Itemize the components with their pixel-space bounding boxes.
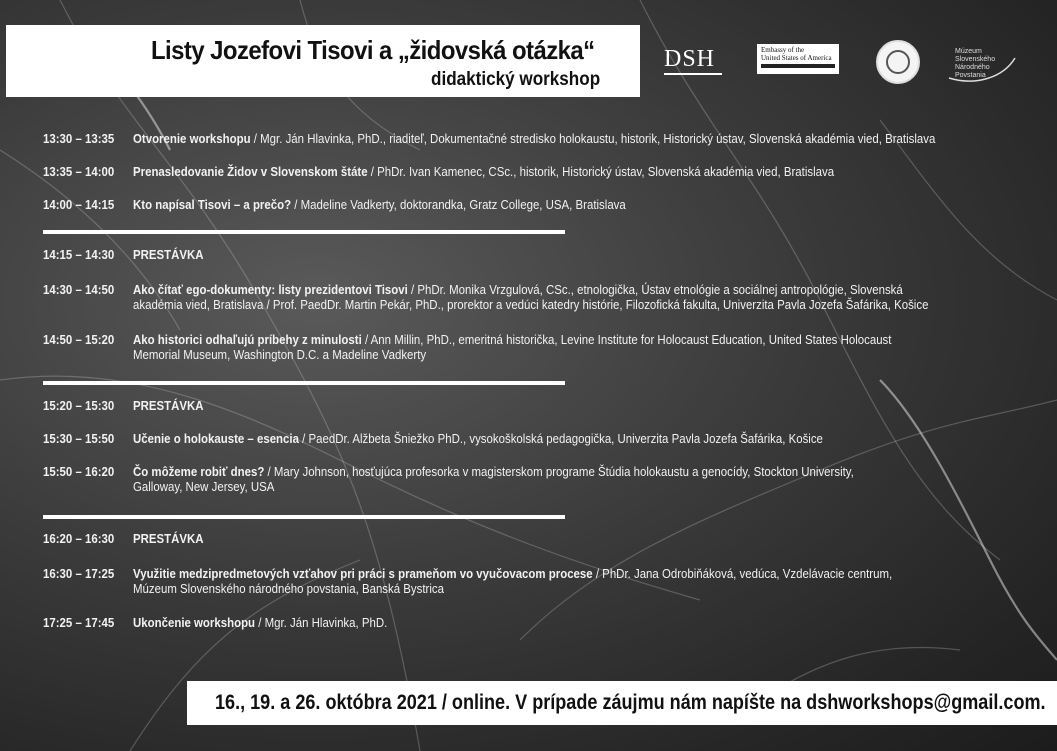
university-seal-logo	[876, 40, 920, 84]
poster-title: Listy Jozefovi Tisovi a „židovská otázka“	[151, 35, 595, 65]
schedule-desc	[133, 164, 1039, 179]
embassy-flag-bar	[761, 64, 835, 68]
embassy-line2: United States of America	[761, 54, 832, 62]
museum-snp-logo	[945, 42, 1017, 84]
schedule-desc	[133, 615, 1039, 630]
museum-logo-text	[955, 48, 1015, 80]
schedule-title: Otvorenie workshopu	[133, 131, 251, 146]
seal-inner-ring	[886, 50, 910, 74]
schedule-detail: / PhDr. Monika Vrzgulová, CSc., etnologička, Ústav etnológie a sociálnej antropológie, Slovenská	[407, 282, 903, 297]
schedule-title: PRESTÁVKA	[133, 398, 204, 413]
schedule-desc	[133, 566, 1039, 596]
schedule-detail: / PhDr. Jana Odrobiňáková, vedúca, Vzdelávacie centrum,	[592, 566, 893, 581]
schedule-detail-line2: Galloway, New Jersey, USA	[133, 479, 275, 494]
schedule-title: Ako historici odhaľujú príbehy z minulosti	[133, 332, 362, 347]
poster-subtitle: didaktický workshop	[431, 69, 601, 90]
schedule-detail-line2: akadémia vied, Bratislava / Prof. PaedDr. Martin Pekár, PhD., prorektor a vedúci katedry histórie, Filozofická fakulta, Univerzita Pavla Jozefa Šafárika, Košice	[133, 297, 929, 312]
schedule-detail-line2: Memorial Museum, Washington D.C. a Madeline Vadkerty	[133, 347, 427, 362]
schedule-detail: / Ann Millin, PhD., emeritná historička, Levine Institute for Holocaust Education, United States Holocaust	[361, 332, 892, 347]
schedule-desc	[133, 431, 1039, 446]
schedule-title: Čo môžeme robiť dnes?	[133, 464, 265, 479]
schedule-desc	[133, 398, 1039, 413]
schedule-title: PRESTÁVKA	[133, 531, 204, 546]
title-banner	[6, 25, 640, 97]
schedule-time: 14:50 – 15:20	[43, 332, 115, 347]
museum-line3: Národného	[955, 64, 990, 71]
schedule-title: Kto napísal Tisovi – a prečo?	[133, 197, 292, 212]
schedule-title: Učenie o holokauste – esencia	[133, 431, 299, 446]
museum-line1: Múzeum	[955, 48, 982, 55]
embassy-line1: Embassy of the	[761, 46, 805, 54]
schedule-title: Prenasledovanie Židov v Slovenskom štáte	[133, 164, 368, 179]
schedule-desc	[133, 197, 1039, 212]
section-divider	[43, 515, 565, 519]
schedule-desc	[133, 282, 1039, 312]
dsh-logo	[664, 47, 722, 77]
schedule-desc	[133, 332, 1039, 362]
schedule-detail: / PhDr. Ivan Kamenec, CSc., historik, Historický ústav, Slovenská akadémia vied, Bratislava	[367, 164, 835, 179]
schedule-desc	[133, 131, 1039, 146]
dsh-logo-bar	[664, 73, 722, 75]
schedule-detail: / Mgr. Ján Hlavinka, PhD., riaditeľ, Dokumentačné stredisko holokaustu, historik, Historický ústav, Slovenská akadémia vied, Bratislava	[250, 131, 936, 146]
schedule-detail: / Mary Johnson, hosťujúca profesorka v magisterskom programe Štúdia holokaustu a genocídy, Stockton University,	[264, 464, 854, 479]
schedule-desc	[133, 464, 1039, 494]
footer-contact-text: 16., 19. a 26. októbra 2021 / online. V prípade záujmu nám napíšte na dshworkshops@gmail.com.	[215, 691, 1046, 714]
schedule-time: 17:25 – 17:45	[43, 615, 115, 630]
schedule-title: Ukončenie workshopu	[133, 615, 256, 630]
schedule-detail-line2: Múzeum Slovenského národného povstania, Banská Bystrica	[133, 581, 444, 596]
dsh-logo-text: DSH	[664, 46, 716, 72]
museum-line2: Slovenského	[955, 56, 996, 63]
footer-banner	[187, 681, 1057, 725]
schedule-title: Využitie medzipredmetových vzťahov pri práci s prameňom vo vyučovacom procese	[133, 566, 593, 581]
schedule-time: 14:30 – 14:50	[43, 282, 115, 297]
section-divider	[43, 230, 565, 234]
schedule-time: 15:30 – 15:50	[43, 431, 115, 446]
schedule-desc	[133, 531, 1039, 546]
schedule-time: 15:50 – 16:20	[43, 464, 115, 479]
schedule-time: 14:00 – 14:15	[43, 197, 115, 212]
schedule-time: 16:20 – 16:30	[43, 531, 115, 546]
us-embassy-logo	[757, 44, 839, 74]
schedule-detail: / Mgr. Ján Hlavinka, PhD.	[255, 615, 388, 630]
schedule-desc	[133, 247, 1039, 262]
schedule-detail: / PaedDr. Alžbeta Šniežko PhD., vysokoškolská pedagogička, Univerzita Pavla Jozefa Šafárika, Košice	[298, 431, 823, 446]
museum-line4: Povstania	[955, 72, 986, 79]
schedule-detail: / Madeline Vadkerty, doktorandka, Gratz College, USA, Bratislava	[291, 197, 626, 212]
schedule-time: 15:20 – 15:30	[43, 398, 115, 413]
schedule-time: 16:30 – 17:25	[43, 566, 115, 581]
schedule-title: Ako čítať ego-dokumenty: listy prezidentovi Tisovi	[133, 282, 408, 297]
schedule-time: 13:30 – 13:35	[43, 131, 115, 146]
schedule-time: 13:35 – 14:00	[43, 164, 115, 179]
schedule-time: 14:15 – 14:30	[43, 247, 115, 262]
section-divider	[43, 381, 565, 385]
schedule-title: PRESTÁVKA	[133, 247, 204, 262]
